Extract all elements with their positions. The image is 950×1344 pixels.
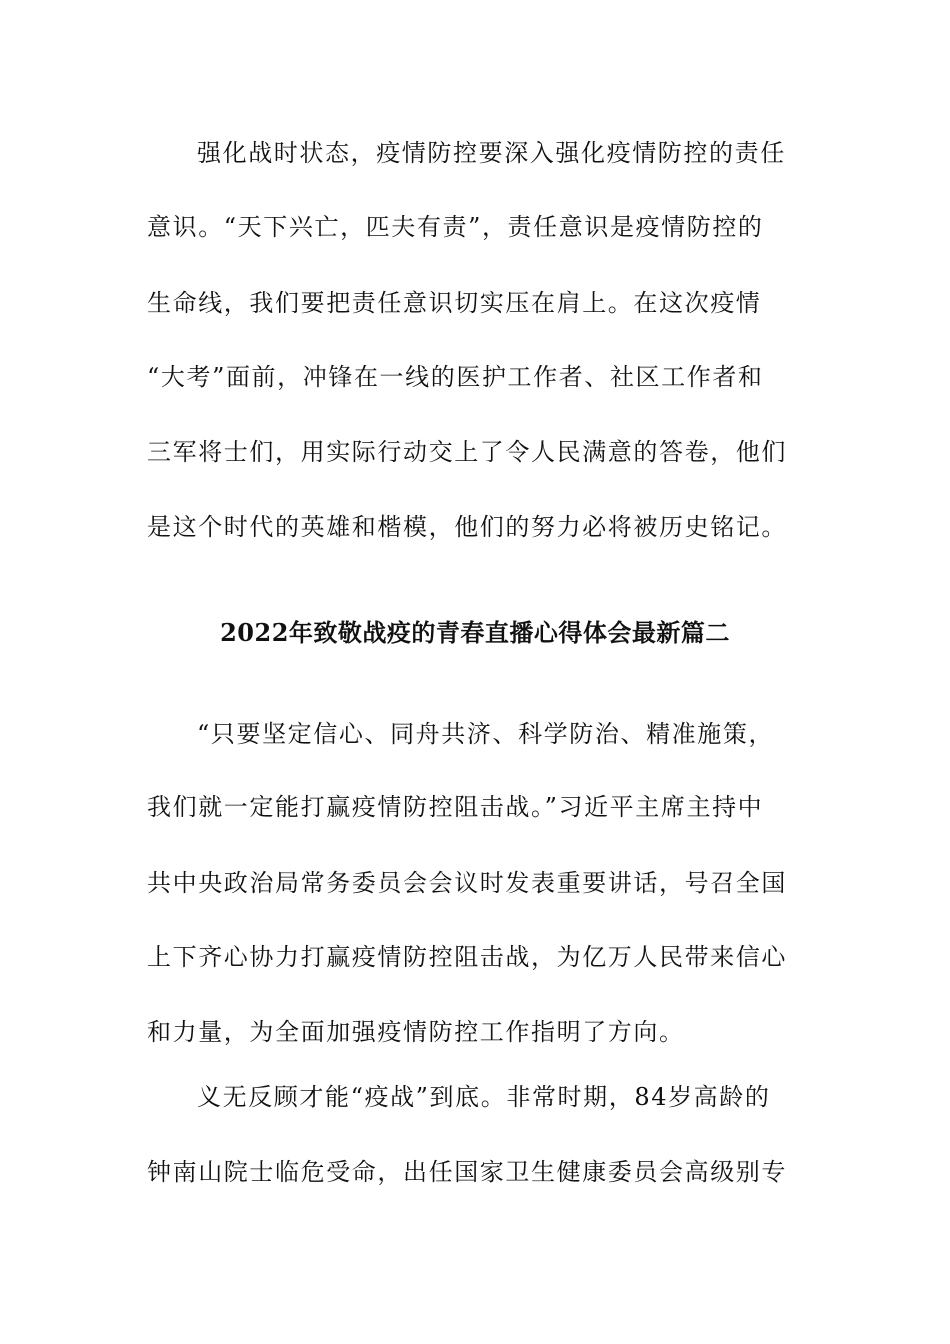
- text-line: 是这个时代的英雄和楷模，他们的努力必将被历史铭记。: [147, 513, 787, 541]
- text-line: “只要坚定信心、同舟共济、科学防治、精准施策，: [197, 720, 775, 748]
- text-line: 共中央政治局常务委员会会议时发表重要讲话，号召全国: [147, 869, 787, 897]
- text-line: 生命线，我们要把责任意识切实压在肩上。在这次疫情: [147, 289, 762, 317]
- text-line: “大考”面前，冲锋在一线的医护工作者、社区工作者和: [147, 363, 764, 391]
- text-line: 和力量，为全面加强疫情防控工作指明了方向。: [147, 1018, 685, 1046]
- text-line: 三军将士们，用实际行动交上了令人民满意的答卷，他们: [147, 438, 787, 466]
- text-line: 意识。“天下兴亡，匹夫有责”，责任意识是疫情防控的: [147, 213, 764, 241]
- text-line: 义无反顾才能“疫战”到底。非常时期，84岁高龄的: [197, 1083, 771, 1111]
- text-line: 强化战时状态，疫情防控要深入强化疫情防控的责任: [197, 139, 786, 167]
- text-line: 上下齐心协力打赢疫情防控阻击战，为亿万人民带来信心: [147, 943, 787, 971]
- text-line: 我们就一定能打赢疫情防控阻击战。”习近平主席主持中: [147, 793, 764, 821]
- section-heading: 2022年致敬战疫的青春直播心得体会最新篇二: [220, 618, 730, 647]
- text-line: 钟南山院士临危受命，出任国家卫生健康委员会高级别专: [147, 1158, 787, 1186]
